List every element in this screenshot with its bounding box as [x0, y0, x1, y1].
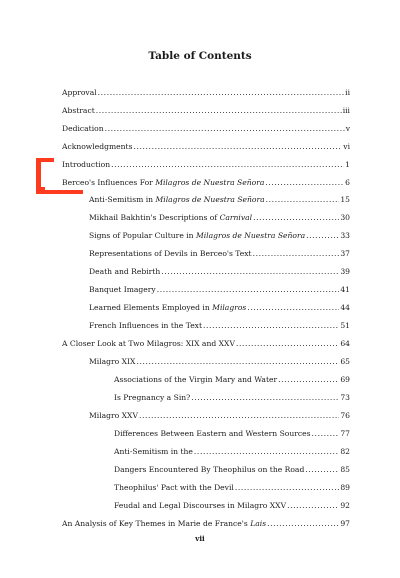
toc-entry-page-number: 64 — [340, 339, 350, 348]
toc-leader-dots — [305, 465, 339, 474]
toc-entry-label — [89, 285, 156, 294]
toc-leader-dots — [235, 483, 340, 492]
toc-entry-page-number: 85 — [340, 465, 350, 474]
toc-entry-label-text: Banquet Imagery — [89, 285, 156, 294]
toc-entry — [62, 173, 350, 187]
toc-entry-label-italic: Carnival — [219, 213, 253, 222]
toc-entry-label-text: Differences Between Eastern and Western Sources — [114, 429, 311, 438]
toc-entry-label — [89, 195, 265, 204]
toc-entry-label — [62, 339, 235, 348]
toc-entry-label — [114, 501, 286, 510]
highlight-bracket-bottom — [36, 190, 83, 194]
toc-entry — [62, 334, 350, 348]
toc-entry-label — [62, 124, 104, 133]
toc-entry-label — [89, 267, 160, 276]
toc-entry — [89, 316, 350, 330]
toc-entry-label — [62, 178, 264, 187]
toc-entry-label — [114, 393, 190, 402]
toc-entry-label — [114, 483, 234, 492]
toc-entry — [62, 83, 350, 97]
toc-entry-page-number: 33 — [340, 231, 350, 240]
toc-entry-label-text: Milagro XXV — [89, 411, 138, 420]
toc-entry-page-number: 30 — [340, 213, 350, 222]
toc-entry — [114, 388, 350, 402]
toc-leader-dots — [236, 339, 339, 348]
toc-entry-page-number: 77 — [340, 429, 350, 438]
toc-leader-dots — [253, 249, 340, 258]
toc-leader-dots — [161, 267, 339, 276]
highlight-bracket-top — [36, 158, 54, 162]
toc-entry — [114, 442, 350, 456]
toc-entry-label — [114, 429, 311, 438]
toc-entry — [62, 137, 350, 151]
toc-entry-label — [114, 447, 193, 456]
toc-title: Table of Contents — [148, 50, 252, 62]
toc-entry-label-text: A Closer Look at Two Milagros: XIX and XXV — [62, 339, 235, 348]
toc-leader-dots — [96, 106, 342, 115]
toc-leader-dots — [157, 285, 340, 294]
toc-entry-page-number: 37 — [340, 249, 350, 258]
toc-entry — [114, 370, 350, 384]
page-footer-number: vii — [195, 534, 205, 543]
toc-entry-label — [89, 213, 252, 222]
toc-entry-label-text: Acknowledgments — [62, 142, 133, 151]
toc-entry-label-text: Signs of Popular Culture in — [89, 231, 196, 240]
toc-entry-label-italic: Milagros de Nuestra Señora — [155, 195, 265, 204]
toc-leader-dots — [265, 178, 344, 187]
toc-entry-page-number: ii — [345, 88, 350, 97]
toc-entry-page-number: 1 — [345, 160, 350, 169]
toc-leader-dots — [287, 501, 339, 510]
toc-entry — [89, 208, 350, 222]
toc-entry — [89, 352, 350, 366]
toc-entry-label-text: Is Pregnancy a Sin? — [114, 393, 191, 402]
toc-entry-label-text: Abstract — [62, 106, 95, 115]
toc-entry-label — [114, 375, 277, 384]
toc-entry-page-number: 97 — [340, 519, 350, 528]
toc-entry-label-text: Anti-Semitism in the — [114, 447, 193, 456]
toc-leader-dots — [306, 231, 339, 240]
toc-entry — [62, 155, 350, 169]
toc-leader-dots — [312, 429, 340, 438]
toc-entry — [114, 424, 350, 438]
toc-entry-page-number: 65 — [340, 357, 350, 366]
toc-entry-page-number: 51 — [340, 321, 350, 330]
toc-entry — [89, 298, 350, 312]
toc-leader-dots — [133, 142, 342, 151]
toc-entry-label — [89, 303, 246, 312]
toc-leader-dots — [191, 393, 339, 402]
toc-entry-label-text: Introduction — [62, 160, 111, 169]
toc-entry — [89, 280, 350, 294]
toc-entry-label — [62, 106, 95, 115]
toc-entry — [62, 514, 350, 528]
toc-leader-dots — [247, 303, 339, 312]
toc-entry-label-italic: Milagros de Nuestra Señora — [195, 231, 306, 240]
toc-entry-label-text: Dangers Encountered By Theophilus on the Road — [114, 465, 305, 474]
toc-entry-label — [89, 321, 202, 330]
toc-leader-dots — [203, 321, 339, 330]
toc-entry-label-italic: Milagros de Nuestra Señora — [155, 178, 265, 187]
toc-entry-page-number: 69 — [340, 375, 350, 384]
toc-entry-label-text: Theophilus' Pact with the Devil — [114, 483, 234, 492]
toc-entry-label-text: Milagro XIX — [89, 357, 136, 366]
toc-leader-dots — [267, 519, 339, 528]
toc-leader-dots — [105, 124, 345, 133]
toc-entry-label — [89, 357, 135, 366]
toc-entry-label — [89, 231, 305, 240]
toc-entry-page-number: 82 — [340, 447, 350, 456]
toc-entry-page-number: 73 — [340, 393, 350, 402]
toc-entry-label-text: Mikhail Bakhtin's Descriptions of — [89, 213, 220, 222]
toc-entry-page-number: 44 — [340, 303, 350, 312]
toc-entry-page-number: iii — [342, 106, 350, 115]
toc-entry-label-text: Approval — [62, 88, 97, 97]
toc-entry-page-number: 39 — [340, 267, 350, 276]
toc-leader-dots — [253, 213, 339, 222]
toc-entry-page-number: 41 — [340, 285, 350, 294]
toc-entry-page-number: 15 — [340, 195, 350, 204]
toc-leader-dots — [139, 411, 339, 420]
toc-entry — [114, 478, 350, 492]
toc-leader-dots — [194, 447, 339, 456]
toc-entry-label-text: Representations of Devils in Berceo's Text — [89, 249, 252, 258]
toc-entry-label-text: French Influences in the Text — [89, 321, 203, 330]
toc-entry-label-text: Dedication — [62, 124, 104, 133]
toc-entry — [62, 119, 350, 133]
toc-entry-label — [62, 519, 266, 528]
toc-leader-dots — [111, 160, 344, 169]
toc-entry-label-italic: Lais — [250, 519, 267, 528]
toc-entry — [89, 244, 350, 258]
toc-entry-page-number: 6 — [345, 178, 350, 187]
toc-entry-page-number: 76 — [340, 411, 350, 420]
toc-entry-page-number: 89 — [340, 483, 350, 492]
toc-entry-label-text: Berceo's Influences For — [62, 178, 156, 187]
toc-entry-label-text: Anti-Semitism in — [89, 195, 156, 204]
toc-entry-page-number: 92 — [340, 501, 350, 510]
toc-entry-label — [62, 142, 132, 151]
toc-entry-label — [114, 465, 304, 474]
toc-leader-dots — [98, 88, 344, 97]
toc-entry-label-text: Feudal and Legal Discourses in Milagro XXV — [114, 501, 287, 510]
toc-leader-dots — [136, 357, 339, 366]
toc-entry-label — [89, 411, 138, 420]
toc-entry — [62, 101, 350, 115]
toc-entry-label-text: An Analysis of Key Themes in Marie de France's — [62, 519, 251, 528]
toc-entry — [89, 406, 350, 420]
toc-entry — [114, 460, 350, 474]
toc-entry-page-number: vi — [343, 142, 350, 151]
toc-entry — [89, 262, 350, 276]
highlight-bracket — [36, 158, 45, 191]
toc-entry-label — [89, 249, 252, 258]
toc-entry-label — [62, 160, 110, 169]
toc-entry-label-text: Death and Rebirth — [89, 267, 161, 276]
toc-entry — [89, 190, 350, 204]
toc-leader-dots — [266, 195, 340, 204]
toc-leader-dots — [278, 375, 339, 384]
toc-entry — [89, 226, 350, 240]
toc-entry-page-number: v — [345, 124, 350, 133]
toc-entry — [114, 496, 350, 510]
toc-entry-label — [62, 88, 97, 97]
toc-entry-label-text: Learned Elements Employed in — [89, 303, 213, 312]
toc-entry-label-text: Associations of the Virgin Mary and Water — [114, 375, 278, 384]
toc-entry-label-italic: Milagros — [212, 303, 247, 312]
